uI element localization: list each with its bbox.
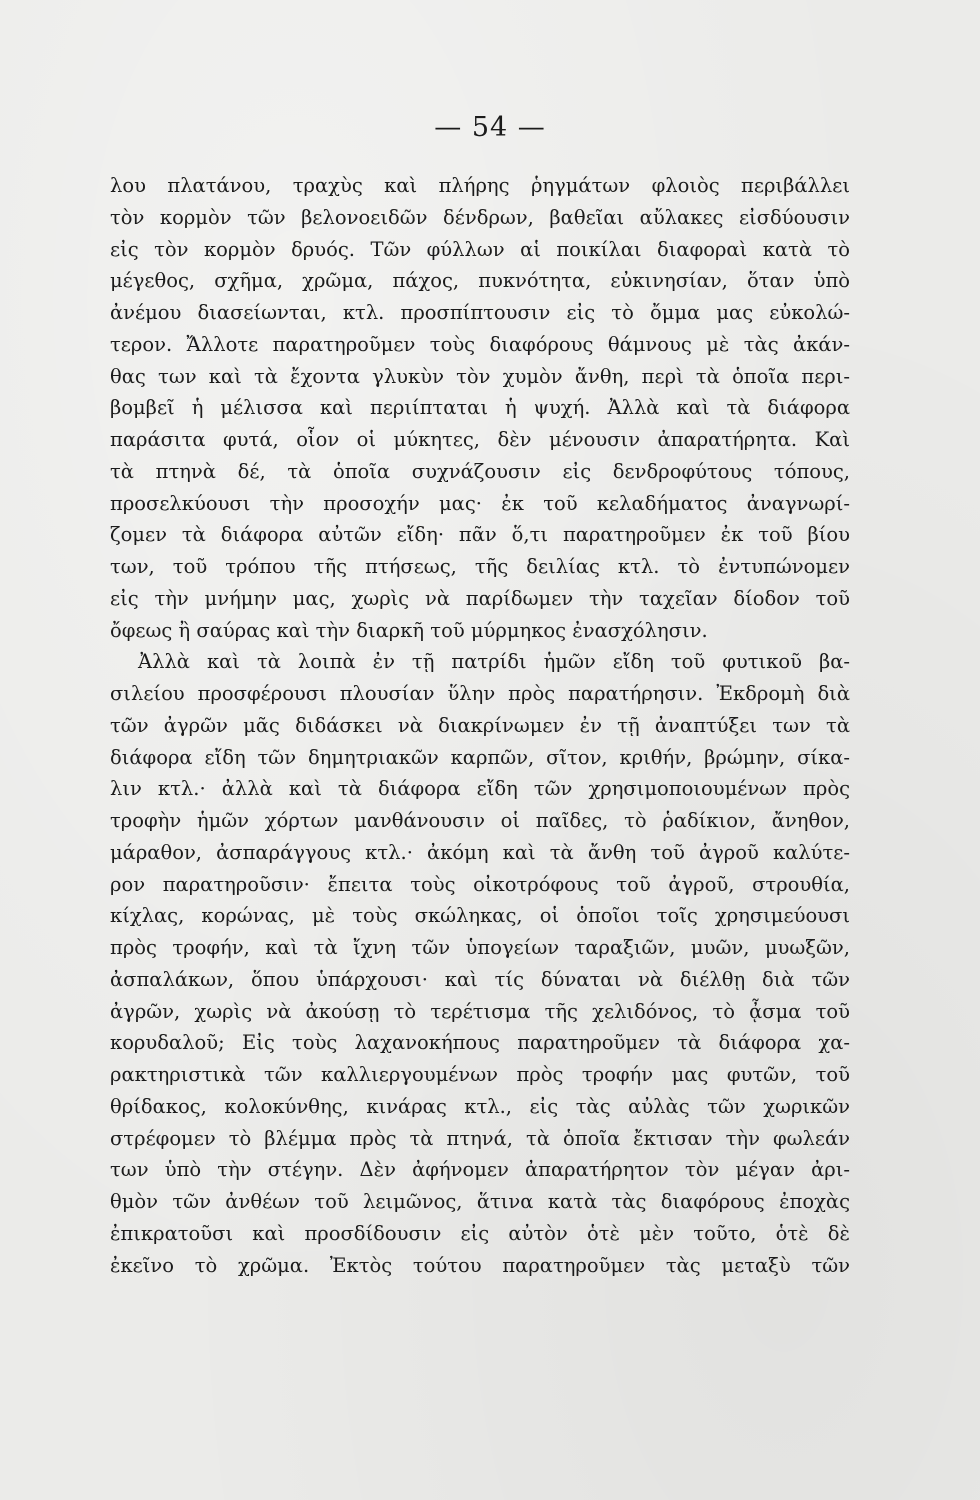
text-line: ἐκεῖνο τὸ χρῶμα. Ἐκτὸς τούτου παρατηροῦμεν τὰς μεταξὺ τῶν — [110, 1253, 850, 1277]
text-line: πρὸς τροφήν, καὶ τὰ ἴχνη τῶν ὑπογείων ταραξιῶν, μυῶν, μυωξῶν, — [110, 936, 850, 959]
text-line: τῶν ἀγρῶν μᾶς διδάσκει νὰ διακρίνωμεν ἐν τῇ ἀναπτύξει των τὰ — [110, 713, 850, 737]
text-line: θας των καὶ τὰ ἔχοντα γλυκὺν τὸν χυμὸν ἄνθη, περὶ τὰ ὁποῖα περι- — [110, 364, 850, 388]
text-line: σιλείου προσφέρουσι πλουσίαν ὕλην πρὸς παρατήρησιν. Ἐκδρομὴ διὰ — [110, 682, 850, 705]
text-line: ρακτηριστικὰ τῶν καλλιεργουμένων πρὸς τροφήν μας φυτῶν, τοῦ — [110, 1063, 850, 1086]
text-line: ἀσπαλάκων, ὅπου ὑπάρχουσι· καὶ τίς δύναται νὰ διέλθῃ διὰ τῶν — [110, 967, 850, 991]
text-line: ρον παρατηροῦσιν· ἔπειτα τοὺς οἰκοτρόφους τοῦ ἀγροῦ, στρουθία, — [110, 872, 850, 896]
text-line: κίχλας, κορώνας, μὲ τοὺς σκώληκας, οἱ ὁποῖοι τοῖς χρησιμεύουσι — [110, 904, 850, 928]
text-line: των, τοῦ τρόπου τῆς πτήσεως, τῆς δειλίας κτλ. τὸ ἐντυπώνομεν — [110, 555, 850, 578]
text-line: λιν κτλ.· ἀλλὰ καὶ τὰ διάφορα εἴδη τῶν χρησιμοποιουμένων πρὸς — [110, 777, 850, 801]
text-line: τὰ πτηνὰ δέ, τὰ ὁποῖα συχνάζουσιν εἰς δενδροφύτους τόπους, — [110, 459, 850, 483]
text-line: παράσιτα φυτά, οἷον οἱ μύκητες, δὲν μένουσιν ἀπαρατήρητα. Καὶ — [110, 428, 850, 451]
text-line: Ἀλλὰ καὶ τὰ λοιπὰ ἐν τῇ πατρίδι ἡμῶν εἴδη τοῦ φυτικοῦ βα- — [138, 650, 850, 674]
text-line: κορυδαλοῦ; Εἰς τοὺς λαχανοκήπους παρατηροῦμεν τὰ διάφορα χα- — [110, 1031, 850, 1055]
text-line: εἰς τὸν κορμὸν δρυός. Τῶν φύλλων αἱ ποικίλαι διαφοραὶ κατὰ τὸ — [110, 237, 850, 261]
text-line: θμὸν τῶν ἀνθέων τοῦ λειμῶνος, ἅτινα κατὰ τὰς διαφόρους ἐποχὰς — [110, 1190, 850, 1213]
text-line: τροφὴν ἡμῶν χόρτων μανθάνουσιν οἱ παῖδες, τὸ ῥαδίκιον, ἄνηθον, — [110, 809, 850, 832]
text-line: βομβεῖ ἡ μέλισσα καὶ περιίπταται ἡ ψυχή. Ἀλλὰ καὶ τὰ διάφορα — [110, 396, 850, 420]
text-line: ὄφεως ἢ σαύρας καὶ τὴν διαρκῆ τοῦ μύρμηκος ἐνασχόλησιν. — [110, 618, 708, 642]
body-text — [110, 170, 850, 1281]
text-line: διάφορα εἴδη τῶν δημητριακῶν καρπῶν, σῖτον, κριθήν, βρώμην, σίκα- — [110, 745, 850, 769]
text-line: των ὑπὸ τὴν στέγην. Δὲν ἀφήνομεν ἀπαρατήρητον τὸν μέγαν ἀρι- — [110, 1158, 850, 1182]
text-line: λου πλατάνου, τραχὺς καὶ πλήρης ῥηγμάτων φλοιὸς περιβάλλει — [110, 174, 850, 197]
text-line: ἀγρῶν, χωρὶς νὰ ἀκούσῃ τὸ τερέτισμα τῆς χελιδόνος, τὸ ᾆσμα τοῦ — [110, 999, 850, 1023]
page-number: — 54 — — [434, 112, 546, 143]
text-line: μάραθον, ἀσπαράγγους κτλ.· ἀκόμη καὶ τὰ ἄνθη τοῦ ἀγροῦ καλύτε- — [110, 840, 850, 864]
text-line: προσελκύουσι τὴν προσοχήν μας· ἐκ τοῦ κελαδήματος ἀναγνωρί- — [110, 491, 850, 515]
text-line: ζομεν τὰ διάφορα αὐτῶν εἴδη· πᾶν ὅ,τι παρατηροῦμεν ἐκ τοῦ βίου — [110, 523, 850, 547]
text-line: τερον. Ἄλλοτε παρατηροῦμεν τοὺς διαφόρους θάμνους μὲ τὰς ἀκάν- — [110, 332, 850, 356]
text-line: στρέφομεν τὸ βλέμμα πρὸς τὰ πτηνά, τὰ ὁποῖα ἔκτισαν τὴν φωλεάν — [110, 1126, 850, 1150]
text-line: ἐπικρατοῦσι καὶ προσδίδουσιν εἰς αὐτὸν ὁτὲ μὲν τοῦτο, ὁτὲ δὲ — [110, 1221, 850, 1245]
text-line: μέγεθος, σχῆμα, χρῶμα, πάχος, πυκνότητα, εὐκινησίαν, ὅταν ὑπὸ — [110, 269, 850, 293]
text-line: ἀνέμου διασείωνται, κτλ. προσπίπτουσιν εἰς τὸ ὄμμα μας εὐκολώ- — [110, 301, 850, 324]
text-line: θρίδακος, κολοκύνθης, κινάρας κτλ., εἰς τὰς αὐλὰς τῶν χωρικῶν — [110, 1094, 850, 1118]
text-line: εἰς τὴν μνήμην μας, χωρὶς νὰ παρίδωμεν τὴν ταχεῖαν δίοδον τοῦ — [110, 586, 850, 610]
text-line: τὸν κορμὸν τῶν βελονοειδῶν δένδρων, βαθεῖαι αὔλακες εἰσδύουσιν — [110, 205, 850, 229]
